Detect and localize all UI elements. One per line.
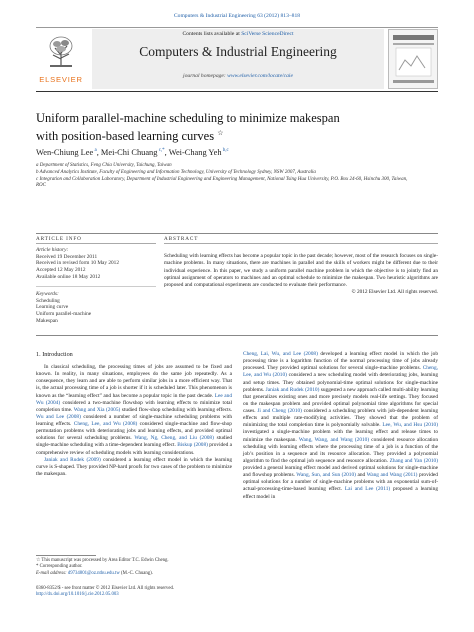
history-online: Available online 18 May 2012 [36, 273, 101, 280]
body-text: In classical scheduling, the processing times of jobs are assumed to be fixed and known. In reality, in many situations, employees do the same job repeatedly. As a consequence, they learn and are able to perform similar jobs in a more efficient way. That is, the actual processing time of a job is shorter if it is scheduled later. This phenomenon is known as the “learning effect” and has become a popular topic in the past decade. [36, 364, 232, 399]
abstract-heading: ABSTRACT [164, 236, 199, 242]
citation-link[interactable]: Lai and Lee (2011) [344, 486, 391, 493]
title-footnote-mark[interactable]: ☆ [217, 128, 224, 137]
citation-link[interactable]: Wang, Sun, and Sun (2010) [296, 472, 356, 479]
paper-title [36, 111, 438, 143]
keyword-rule [36, 286, 156, 287]
affiliation-c: c Integration and Collaboration Laboratory, Department of Industrial Engineering and Engineering Management, National Tsing Hua University, P.O. Box 24-60, Hsinchu 300, Taiwan, [36, 177, 408, 182]
title-line-1: Uniform parallel-machine scheduling to minimize makespan [36, 111, 340, 125]
masthead [36, 29, 438, 89]
sciencedirect-link[interactable]: SciVerse ScienceDirect [241, 31, 294, 37]
abstract-body: Scheduling with learning effects has become a popular topic in the past decade; however, most of the research focuses on single-machine problems. In many situations, there are machines in parallel and the skills of workers might be different due to their individual experience. In this paper, we study a uniform parallel machine problem in which the objective is to jointly find an optimal assignment of operators to machines and an optimal schedule to minimize the makespan. Two heuristic algorithms are proposed and computational experiments are conducted to evaluate their performance. © 2012 Elsevier Ltd. All rights reserved. [164, 253, 438, 296]
citation-link[interactable]: Lee, Wu, and Hsu (2010) [382, 422, 438, 429]
body-text: and [355, 472, 367, 479]
front-matter [36, 586, 336, 599]
citation-link[interactable]: Wang, Ng, Cheng, and Liu (2008) [134, 435, 214, 442]
citation-link[interactable]: Cheng, Lee, and Wu (2008) [73, 421, 138, 427]
footnote-email: E-mail address: d9734801@oz.nthu.edu.tw (M.-C. Chuang). [36, 570, 153, 576]
citation-link[interactable]: Wang and Xia (2005) [73, 406, 121, 413]
info-top-rule [36, 233, 438, 234]
citation-link[interactable]: Wang and Wang (2011) [366, 472, 418, 479]
history-accepted: Accepted 12 May 2012 [36, 267, 86, 274]
elsevier-tree-icon [46, 35, 76, 69]
history-received: Received 19 December 2011 [36, 253, 98, 260]
intro-paragraph-2 [36, 457, 232, 478]
body-text: provided a general learning effect model and derived optimal solutions for single-machine and flowshop problems. [243, 465, 438, 479]
left-column [36, 364, 232, 478]
abstract-rule [164, 243, 438, 244]
author-1: Wen-Chiung Lee [36, 148, 94, 157]
body-text: considered resource allocation scheduling with learning effects where the processing time of a job is a function of the job’s position in a sequence and its resource allocation. They provided a polynomial algorithm to find the optimal job sequence and resource allocation. [243, 436, 439, 464]
journal-title: Computers & Industrial Engineering [139, 44, 337, 59]
article-history: Article history: Received 19 December 2011 Received in revised form 10 May 2012 Accepted 12 May 2012 Available online 18 May 2012 [36, 247, 161, 281]
contents-line: Contents lists available at SciVerse ScienceDirect [182, 31, 294, 37]
email-link[interactable]: d9734801@oz.nthu.edu.tw [67, 570, 120, 576]
footnotes [36, 558, 232, 577]
issn-line: 0360-8352/$ - see front matter © 2012 Elsevier Ltd. All rights reserved. [36, 586, 175, 591]
body-text: considered a new scheduling model with deteriorating jobs, learning and setup times. They obtained polynomial-time optimal solutions for single-machine problems. [243, 372, 439, 393]
publisher-name: ELSEVIER [39, 75, 83, 84]
author-2-affil[interactable]: c,* [157, 148, 165, 154]
intro-paragraph-1 [36, 364, 232, 457]
citation-link[interactable]: Wu and Lee (2008) [36, 413, 81, 420]
right-paragraph [243, 351, 438, 501]
footnote-corresponding: * Corresponding author. [36, 564, 83, 570]
author-2: Mei-Chi Chuang [100, 148, 158, 157]
author-3-affil[interactable]: b,c [221, 148, 229, 154]
keyword-item: Scheduling [36, 297, 60, 304]
keyword-item: Uniform parallel-machine [36, 311, 92, 318]
citation-link[interactable]: Lee and Wu (2004) [36, 392, 232, 406]
masthead-top-rule [36, 27, 438, 28]
journal-cover-icon [388, 29, 438, 89]
body-text: considered a two-machine flowshop with learning effects to minimize total completion time. [36, 399, 232, 413]
body-text: studied single-machine scheduling with a time-dependent learning effect. [36, 435, 232, 449]
right-column [243, 351, 438, 501]
body-text: suggested a new approach called multi-ability learning that generalizes existing ones and more precisely models real-life settings. They focused on the makespan problem and provided optimal polynomial time algorithms for special cases. [243, 386, 439, 414]
journal-reference: Computers & Industrial Engineering 63 (2012) 813–818 [173, 13, 301, 19]
journal-band [92, 29, 384, 89]
author-list: Wen-Chiung Lee $^a$, Mei-Chi Chuang $^{c,*}$, Wei-Chang Yeh $^{b,c}$ [36, 148, 229, 157]
affiliation-c-cont: ROC [36, 183, 46, 188]
info-rule [36, 243, 156, 244]
keyword-item: Learning curve [36, 304, 69, 311]
author-3: Wei-Chang Yeh [168, 148, 222, 157]
doi-link[interactable]: http://dx.doi.org/10.1016/j.cie.2012.05.003 [36, 592, 119, 598]
body-text: studied flow-shop scheduling with learning effects. [120, 406, 232, 413]
abstract-bottom-rule [36, 335, 438, 336]
keyword-item: Makespan [36, 317, 58, 324]
history-revised: Received in revised form 10 May 2012 [36, 260, 119, 267]
copyright-line: © 2012 Elsevier Ltd. All rights reserved. [351, 289, 438, 296]
citation-link[interactable]: Cheng, Lee, and Wu (2010) [243, 365, 438, 379]
homepage-link[interactable]: www.elsevier.com/locate/caie [227, 73, 293, 79]
masthead-rule [36, 91, 438, 92]
body-text: investigated a single-machine problem with the learning effect and release times to minimize the makespan. [243, 429, 438, 443]
body-text: developed a learning effect model in which the job processing time is a logarithm function of the normal processing time of jobs already processed. They provided optimal solutions for several single-machine problems. [243, 351, 438, 372]
section-heading-introduction: 1. Introduction [36, 351, 73, 358]
citation-link[interactable]: Biskup (2008) [177, 442, 208, 449]
footnote-processing: ☆ This manuscript was processed by Area Editor T.C. Edwin Cheng. [36, 558, 169, 563]
body-text: provided optimal solutions for a number of single-machine problems with an exponential sum-of-actual-processing-time-based learning effect. [243, 472, 438, 493]
body-text: considered a scheduling problem with job-dependent learning effects and multiple rate-modifying activities. They showed that the problem of minimizing the total completion time is polynomially solvable. [243, 408, 438, 429]
citation-link[interactable]: Ji and Cheng (2010) [257, 408, 302, 414]
citation-link[interactable]: Zhang and Yan (2010) [389, 457, 439, 464]
citation-link[interactable]: Janiak and Rudek (2010) [265, 386, 320, 393]
citation-link[interactable]: Janiak and Rudek (2009) [44, 456, 101, 463]
body-text: considered a learning effect model in which the learning curve is S-shaped. They provided NP-hard proofs for two cases of the problem to minimize the makespan. [36, 456, 232, 477]
article-info-heading: ARTICLE INFO [36, 236, 82, 242]
body-text: considered single-machine and flow-shop permutation problems with deteriorating jobs and learning effects, and provided optimal solutions for several scheduling problems. [36, 421, 232, 442]
publisher-logo [36, 29, 86, 89]
body-text: provided a comprehensive review of scheduling models with learning considerations. [36, 442, 232, 456]
footnote-rule [36, 555, 96, 556]
keywords: Keywords: Scheduling Learning curve Uniform parallel-machine Makespan [36, 291, 161, 325]
body-text: proposed a learning effect model in [243, 486, 438, 500]
body-text: considered a number of single-machine scheduling problems with learning effects. [36, 413, 233, 427]
affiliation-a: a Department of Statistics, Feng Chia University, Taichung, Taiwan [36, 163, 172, 168]
title-line-2: with position-based learning curves ☆ [36, 128, 224, 143]
journal-homepage: journal homepage: www.elsevier.com/locate/caie [183, 73, 293, 79]
citation-link[interactable]: Cheng, Lai, Wu, and Lee (2008) [243, 351, 318, 357]
citation-link[interactable]: Wang, Wang, and Wang (2010) [298, 436, 370, 443]
affiliation-b: b Advanced Analytics Institute, Faculty of Engineering and Information Technology, University of Technology Sydney, NSW 2007, Australia [36, 170, 316, 175]
author-1-affil[interactable]: a [93, 148, 97, 154]
